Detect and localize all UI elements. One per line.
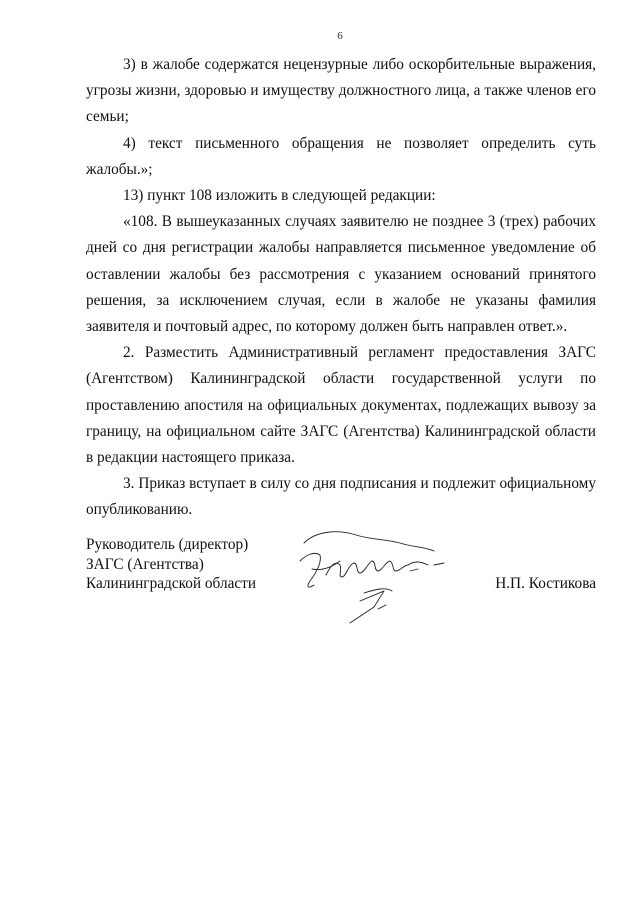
signer-name: Н.П. Костикова <box>495 575 596 592</box>
signer-title-line: Руководитель (директор) <box>86 536 249 553</box>
handwritten-signature <box>282 525 457 630</box>
signature-block <box>86 535 596 635</box>
paragraph-point-13: 13) пункт 108 изложить в следующей редакции: <box>123 187 436 205</box>
paragraph-item-4: 4) текст письменного обращения не позволяет определить суть жалобы.»; <box>86 134 596 178</box>
signer-title-line: Калининградской области <box>86 575 257 592</box>
paragraph-section-2: 2. Разместить Административный регламент предоставления ЗАГС (Агентством) Калининградской области государственной услуги по проставлению апостиля на официальных документах, подлежащих вывозу за границу, на официальном сайте ЗАГС (Агентства) Калининградской области в редакции настоящего приказа. <box>86 344 596 467</box>
paragraph-section-3: 3. Приказ вступает в силу со дня подписания и подлежит официальному опубликованию. <box>86 475 596 519</box>
paragraph-item-3: 3) в жалобе содержатся нецензурные либо оскорбительные выражения, угрозы жизни, здоровью и имуществу должностного лица, а также членов его семьи; <box>86 56 596 126</box>
page-number: 6 <box>337 30 343 42</box>
signer-title-line: ЗАГС (Агентства) <box>86 555 204 573</box>
document-body <box>86 52 596 524</box>
paragraph-clause-108: «108. В вышеуказанных случаях заявителю не позднее 3 (трех) рабочих дней со дня регистрации жалобы направляется письменное уведомление об оставлении жалобы без рассмотрения с указанием оснований принятого решения, за исключением случая, если в жалобе не указаны фамилия заявителя и почтовый адрес, по которому должен быть направлен ответ.». <box>86 213 596 336</box>
